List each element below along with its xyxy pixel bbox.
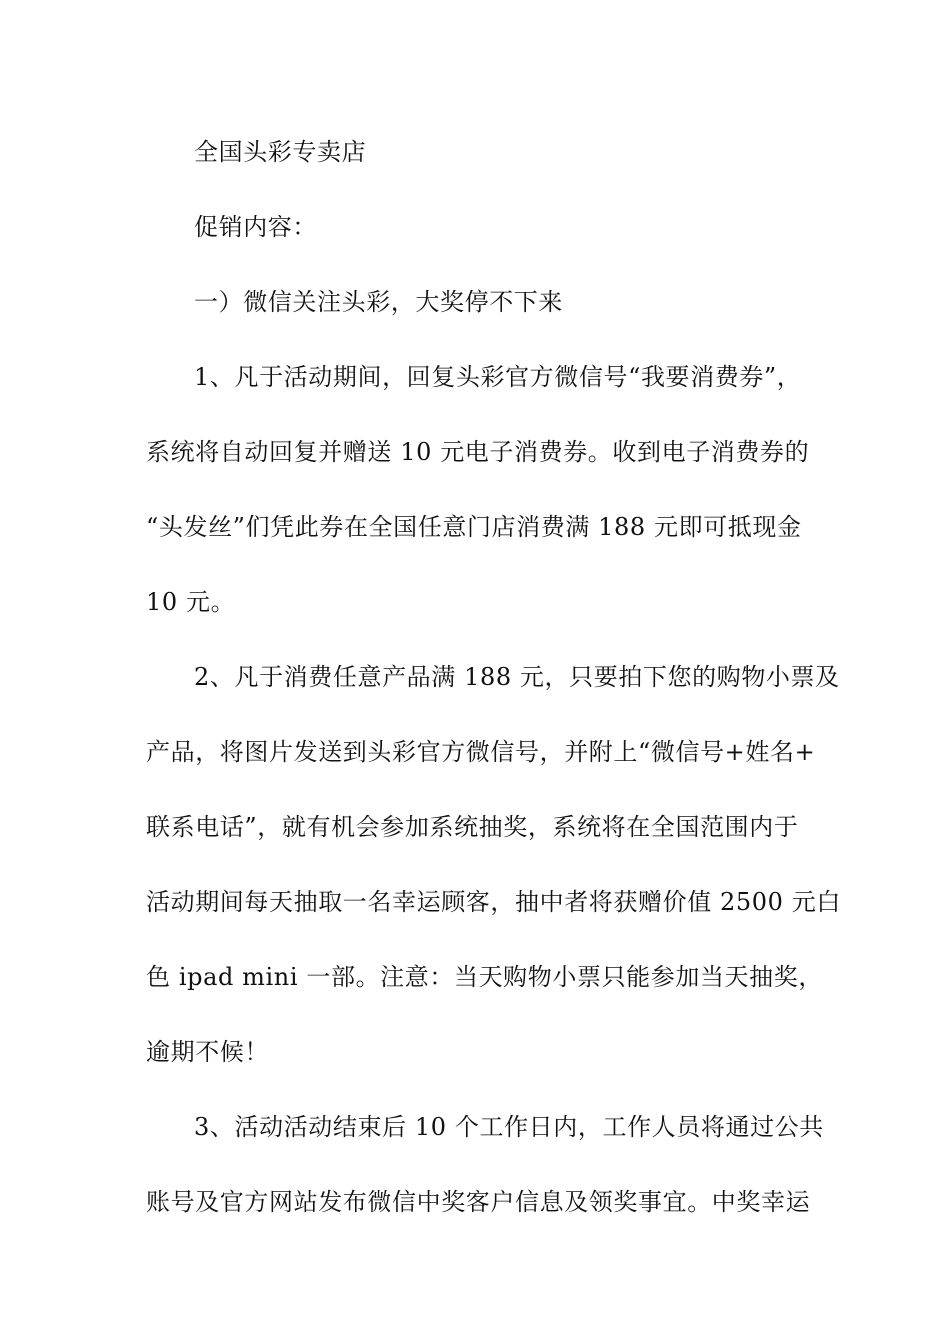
paragraph-1-line-3: “头发丝”们凭此券在全国任意门店消费满 188 元即可抵现金 — [146, 513, 802, 541]
section-heading-1: 一）微信关注头彩，大奖停不下来 — [194, 288, 563, 316]
paragraph-2-line-6: 逾期不候！ — [146, 1038, 269, 1066]
paragraph-2-line-3: 联系电话”，就有机会参加系统抽奖，系统将在全国范围内于 — [146, 813, 799, 841]
paragraph-1-line-1: 1、凡于活动期间，回复头彩官方微信号“我要消费券”， — [194, 363, 802, 391]
paragraph-2-line-2: 产品，将图片发送到头彩官方微信号，并附上“微信号+姓名+ — [146, 738, 816, 766]
paragraph-1-line-2: 系统将自动回复并赠送 10 元电子消费券。收到电子消费券的 — [146, 438, 810, 466]
paragraph-1-line-4: 10 元。 — [146, 588, 236, 616]
paragraph-3-line-1: 3、活动活动结束后 10 个工作日内，工作人员将通过公共 — [194, 1113, 824, 1141]
paragraph-2-line-1: 2、凡于消费任意产品满 188 元，只要拍下您的购物小票及 — [194, 663, 840, 691]
paragraph-3-line-2: 账号及官方网站发布微信中奖客户信息及领奖事宜。中奖幸运 — [146, 1188, 811, 1216]
promo-heading: 促销内容： — [194, 213, 317, 241]
store-name: 全国头彩专卖店 — [194, 138, 367, 166]
paragraph-2-line-5: 色 ipad mini 一部。注意：当天购物小票只能参加当天抽奖， — [146, 963, 823, 991]
paragraph-2-line-4: 活动期间每天抽取一名幸运顾客，抽中者将获赠价值 2500 元白 — [146, 888, 841, 916]
